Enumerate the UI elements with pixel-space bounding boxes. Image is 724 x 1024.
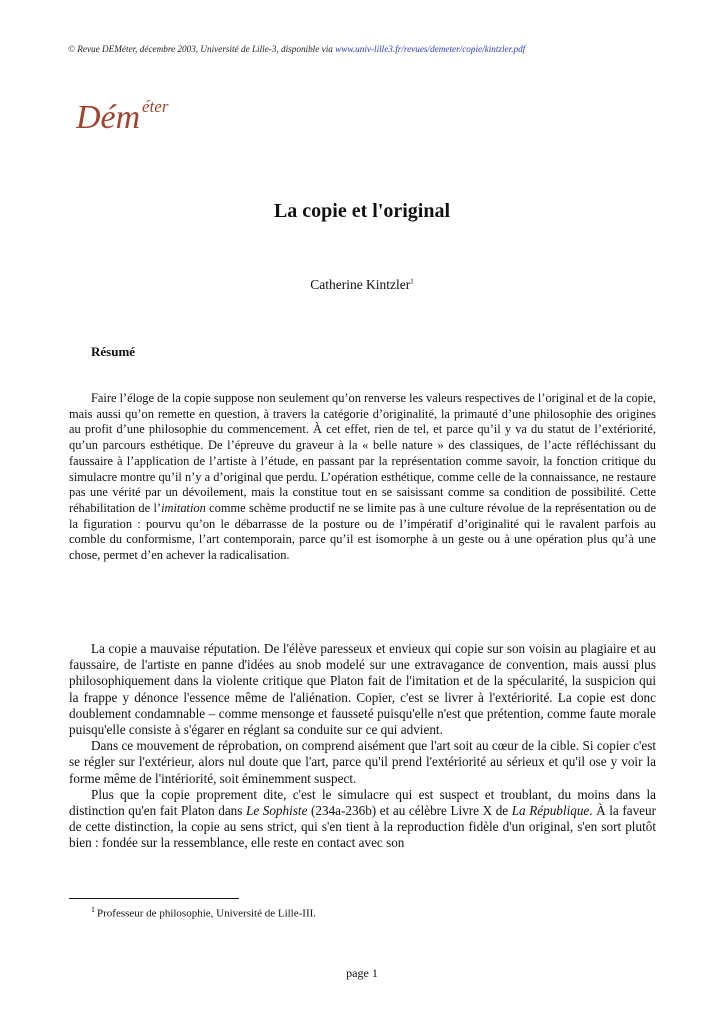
abstract-italic-term: imitation	[161, 500, 206, 515]
header-url-link[interactable]: www.univ-lille3.fr/revues/demeter/copie/kintzler.pdf	[335, 44, 526, 54]
author-line	[0, 277, 724, 293]
demeter-logo	[76, 92, 216, 136]
abstract-text-part1: Faire l’éloge de la copie suppose non seulement qu’on renverse les valeurs respectives de l’original et de la copie, mais aussi qu’on remette en question, à travers la catégorie d’originalité, la primauté d’une philosophie des origines au profit d’une philosophie du commencement. À cet effet, rien de tel, et parce qu’il y va du statut de l’extériorité, qu’un parcours esthétique. De l’épreuve du graveur à la « belle nature » des classiques, de l’acte réfléchissant du faussaire à l’application de l’artiste à l’étude, en passant par la représentation comme savoir, la fonction critique du simulacre montre qu’il n’y a d’original que perdu. L’opération esthétique, comme celle de la connaissance, ne restaure pas une vérité par un dévoilement, mais la constitue tout en se saisissant comme sa condition de possibilité. Cette réhabilitation de l’	[69, 391, 656, 515]
logo-main-text: Dém	[76, 99, 141, 136]
body-text	[69, 641, 656, 852]
footnote-mark: 1	[91, 905, 95, 914]
body-p3-italic-republique: La République	[511, 803, 590, 819]
body-p3-text-b: (234a-236b) et au célèbre Livre X de	[307, 803, 512, 819]
author-footnote-mark[interactable]: 1	[410, 277, 414, 286]
abstract-paragraph	[69, 391, 656, 564]
body-p3-italic-sophiste: Le Sophiste	[245, 803, 308, 819]
footnote-divider	[69, 898, 239, 899]
page-title: La copie et l'original	[273, 200, 451, 222]
author-name: Catherine Kintzler	[310, 277, 411, 292]
body-p3-text-c: . À la faveur de cette distinction, la copie au sens strict, qui s'en tient à la reproduction fidèle d'un original, s'en sort plutôt bien : fondée sur la ressemblance, elle reste en contact avec son	[69, 803, 656, 851]
footnote-text: Professeur de philosophie, Université de Lille-III.	[97, 907, 317, 920]
body-paragraph-2: Dans ce mouvement de réprobation, on comprend aisément que l'art soit au cœur de la cible. Si copier c'est se régler sur l'extérieur, alors nul doute que l'art, parce qu'il prend l'extériorité au sérieux et qu'il ose y voir la forme même de l'intériorité, soit éminemment suspect.	[69, 738, 656, 786]
body-p3-text-a: Plus que la copie proprement dite, c'est le simulacre qui est suspect et troublant, du moins dans la distinction qu'en fait Platon dans	[69, 786, 656, 819]
footnote	[91, 905, 316, 920]
body-paragraph-3	[69, 787, 656, 852]
page-number: page 1	[346, 966, 378, 980]
abstract-text-part2: comme schème productif ne se limite pas à une culture révolue de la représentation ou de la figuration : pourvu qu’on le débarrasse de la posture ou de l’impératif d’originalité qui le ravalent parfois au comble du conformisme, l’art contemporain, parce qu’il est isomorphe à un geste ou à une opération plus qu’à une chose, permet d’en achever la radicalisation.	[69, 500, 656, 563]
body-paragraph-1: La copie a mauvaise réputation. De l'élève paresseux et envieux qui copie sur son voisin au plagiaire et au faussaire, de l'artiste en panne d'idées au snob modelé sur une extravagance de convention, mais aussi plus philosophiquement dans la violente critique que Platon fait de l'imitation et de la spécularité, la suspicion qui la frappe y dénonce l'essence même de l'aliénation. Copier, c'est se livrer à l'extériorité. La copie est donc doublement condamnable – comme mensonge et fausseté puisqu'elle n'est que prétention, comme faute morale puisqu'elle consiste à s'égarer en réglant sa conduite sur ce qui advient.	[69, 641, 656, 738]
logo-superscript-text: éter	[142, 97, 169, 116]
header-citation	[68, 44, 525, 54]
header-citation-text: © Revue DEMéter, décembre 2003, Université de Lille-3, disponible via	[68, 44, 336, 54]
abstract-heading: Résumé	[91, 344, 136, 359]
